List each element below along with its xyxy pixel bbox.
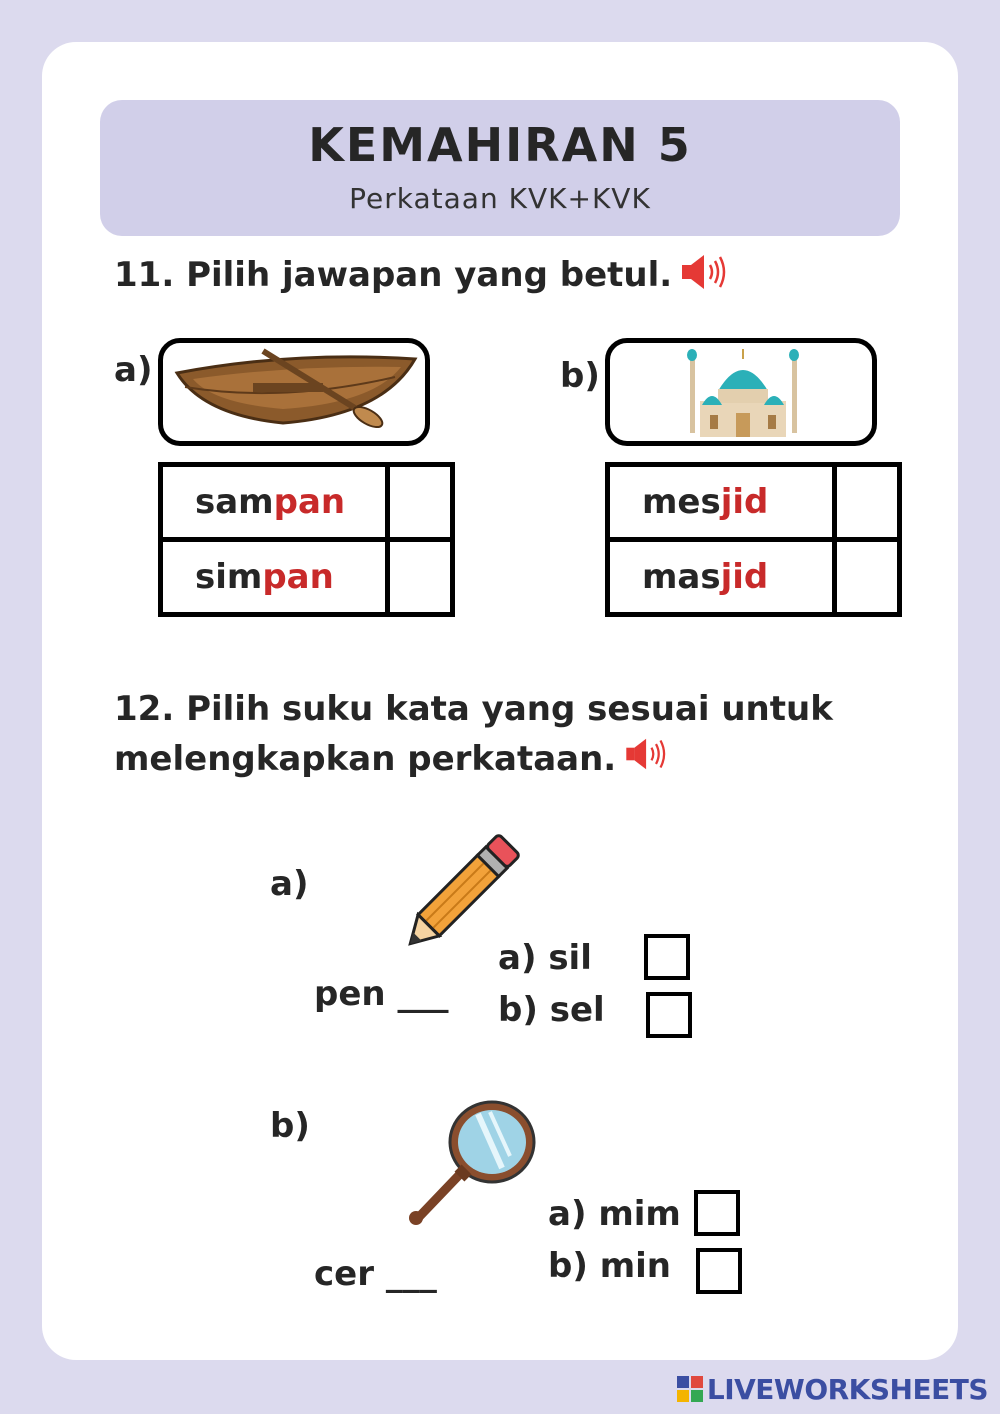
q11a-option-2	[161, 540, 388, 615]
option-prefix: mes	[642, 482, 721, 522]
q11b-option-2	[608, 540, 835, 615]
option-prefix: sam	[195, 482, 274, 522]
option-suffix: pan	[273, 482, 346, 522]
q12a-choice-1-checkbox[interactable]	[644, 934, 690, 980]
table-row	[608, 540, 900, 615]
mirror-icon	[404, 1098, 544, 1228]
q12b-choice-2-checkbox[interactable]	[696, 1248, 742, 1294]
option-prefix: sim	[195, 557, 263, 597]
option-suffix: jid	[720, 557, 769, 597]
header-banner	[100, 100, 900, 236]
table-row	[608, 465, 900, 540]
q11a-label: a)	[114, 350, 153, 390]
q11a-option-2-checkbox[interactable]	[388, 540, 453, 615]
boat-icon	[163, 343, 425, 441]
q12a-stem: pen ___	[314, 974, 449, 1014]
q11b-options-table	[605, 462, 902, 617]
table-row	[161, 540, 453, 615]
option-suffix: pan	[262, 557, 334, 597]
q11b-option-2-checkbox[interactable]	[835, 540, 900, 615]
pencil-icon	[404, 820, 534, 950]
liveworksheets-logo-icon	[677, 1376, 703, 1402]
q11b-option-1-checkbox[interactable]	[835, 465, 900, 540]
speaker-icon[interactable]	[680, 252, 730, 301]
q11a-options-table	[158, 462, 455, 617]
footer-watermark	[677, 1374, 988, 1404]
question-12-prompt-line2: melengkapkan perkataan.	[114, 739, 617, 779]
q12b-choice-2: b) min	[548, 1246, 672, 1286]
q11a-image-box	[158, 338, 430, 446]
q11a-option-1-checkbox[interactable]	[388, 465, 453, 540]
q11a-option-1	[161, 465, 388, 540]
q12a-label: a)	[270, 864, 309, 904]
q11b-label: b)	[560, 356, 600, 396]
question-11-prompt: 11. Pilih jawapan yang betul.	[114, 255, 673, 295]
q12a-choice-2: b) sel	[498, 990, 605, 1030]
q12b-choice-1-checkbox[interactable]	[694, 1190, 740, 1236]
q11b-image-box	[605, 338, 877, 446]
page-title: KEMAHIRAN 5	[308, 118, 692, 172]
page-subtitle: Perkataan KVK+KVK	[349, 182, 651, 215]
question-12-prompt-line1: 12. Pilih suku kata yang sesuai untuk	[114, 689, 833, 729]
q11b-option-1	[608, 465, 835, 540]
q12b-stem: cer ___	[314, 1254, 437, 1294]
question-12	[114, 684, 833, 786]
speaker-icon[interactable]	[624, 736, 670, 786]
watermark-text: LIVEWORKSHEETS	[706, 1372, 988, 1406]
q12a-choice-1: a) sil	[498, 938, 592, 978]
option-suffix: jid	[720, 482, 769, 522]
q12b-choice-1: a) mim	[548, 1194, 681, 1234]
mosque-icon	[610, 343, 872, 441]
table-row	[161, 465, 453, 540]
option-prefix: mas	[642, 557, 721, 597]
q12a-choice-2-checkbox[interactable]	[646, 992, 692, 1038]
q12b-label: b)	[270, 1106, 310, 1146]
question-11	[114, 252, 730, 301]
